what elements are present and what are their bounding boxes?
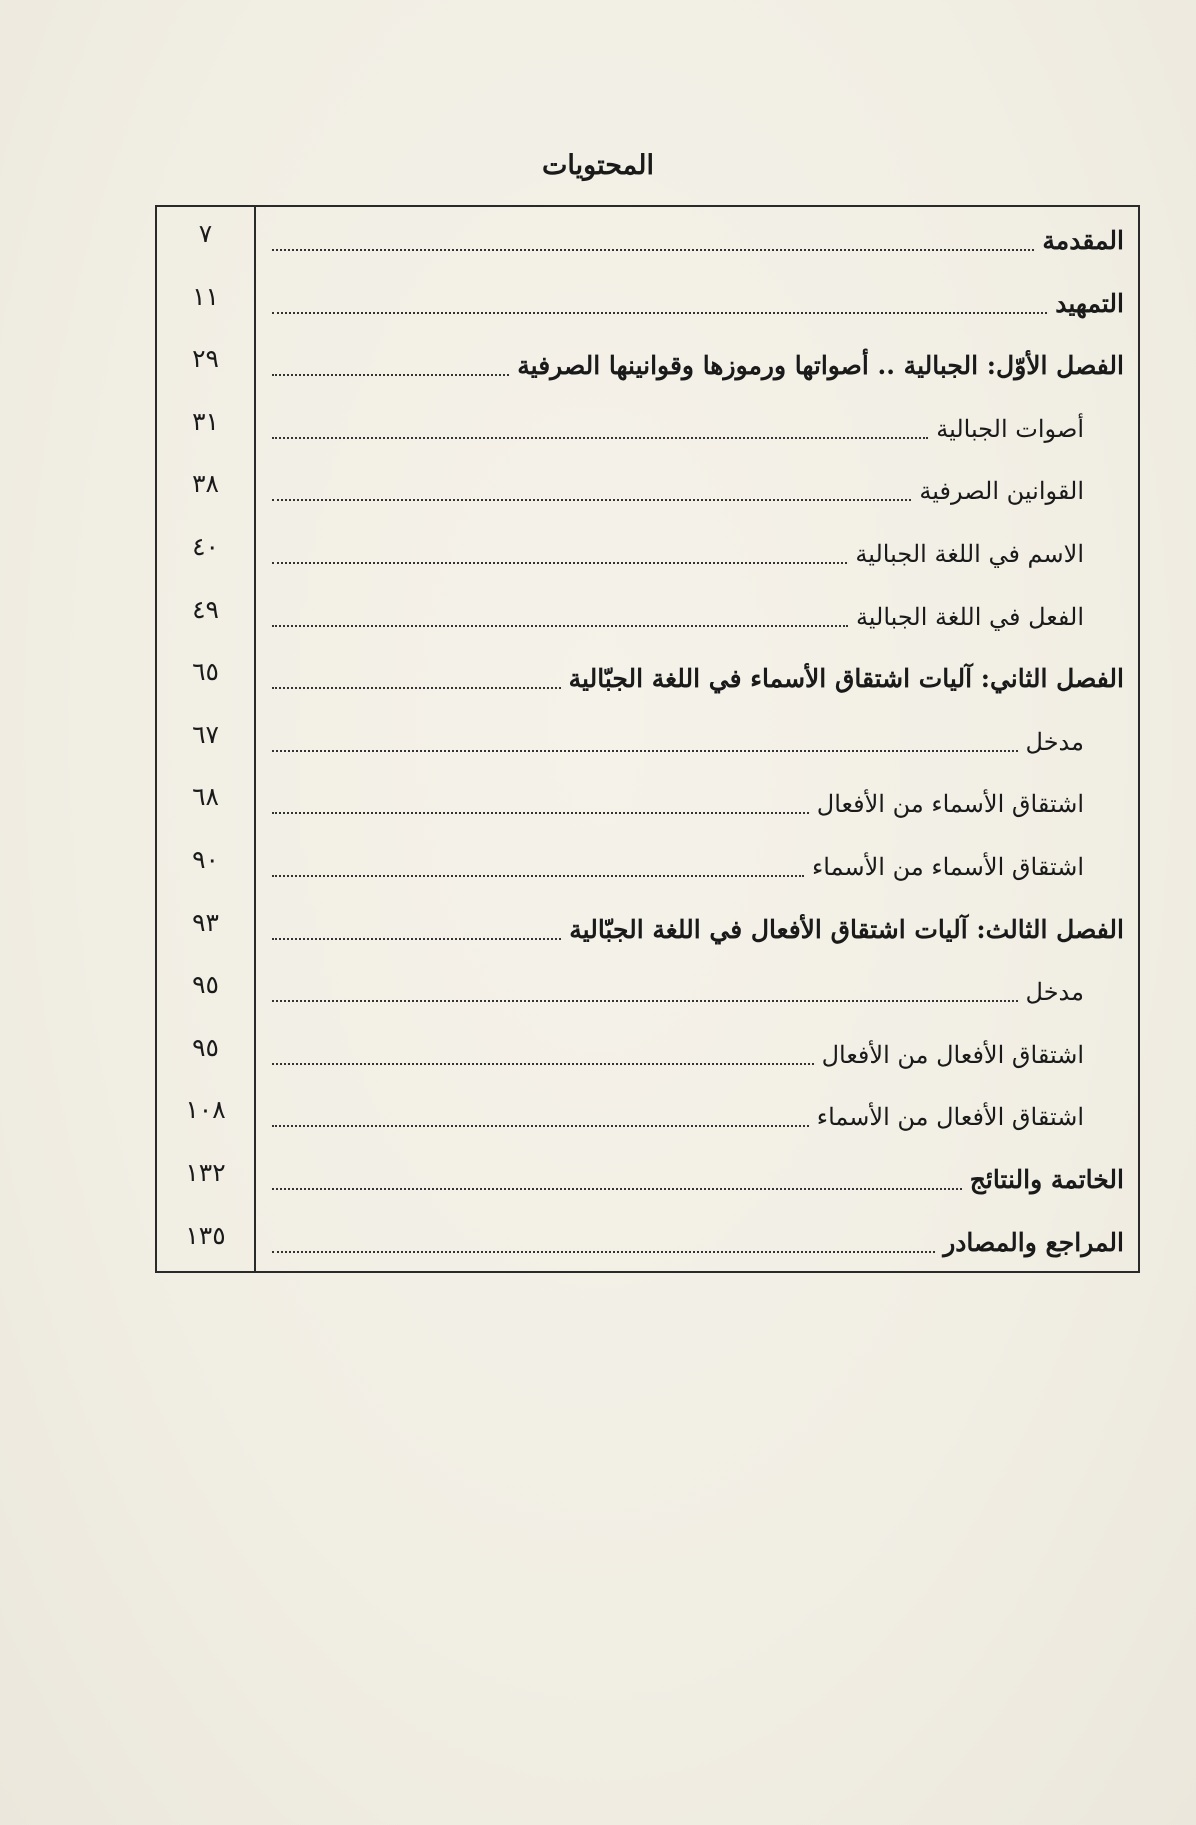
toc-page-number: ٢٩ bbox=[192, 344, 219, 374]
toc-entry-label: المراجع والمصادر bbox=[943, 1227, 1124, 1257]
toc-entry-line bbox=[272, 718, 1124, 762]
toc-entry-line bbox=[272, 1031, 1124, 1075]
toc-page-number: ٦٧ bbox=[192, 719, 219, 749]
toc-entry-label: القوانين الصرفية bbox=[919, 477, 1084, 506]
dot-leader bbox=[272, 811, 809, 814]
toc-page-number: ٧ bbox=[198, 219, 213, 248]
toc-entry-line bbox=[272, 217, 1124, 261]
toc-page-number: ٦٥ bbox=[192, 657, 219, 687]
toc-entry-label: الفصل الثالث: آليات اشتقاق الأفعال في اللغة الجبّالية bbox=[569, 914, 1124, 944]
dot-leader bbox=[272, 561, 847, 564]
dot-leader bbox=[272, 311, 1047, 314]
toc-entry-label: مدخل bbox=[1025, 978, 1084, 1007]
toc-entry bbox=[157, 647, 1138, 709]
toc-entry bbox=[157, 772, 1138, 834]
toc-entry-line bbox=[272, 843, 1124, 887]
toc-entry-label: المقدمة bbox=[1042, 226, 1124, 255]
toc-entry-line bbox=[272, 655, 1124, 699]
toc-entry-label: الفصل الثاني: آليات اشتقاق الأسماء في اللغة الجبّالية bbox=[568, 664, 1124, 694]
toc-entry-line bbox=[272, 280, 1124, 324]
dot-leader bbox=[272, 749, 1018, 752]
dot-leader bbox=[272, 1124, 809, 1127]
toc-entry bbox=[157, 522, 1138, 584]
dot-leader bbox=[272, 874, 804, 877]
toc-page-number: ١٣٥ bbox=[185, 1220, 226, 1250]
toc-entry bbox=[157, 960, 1138, 1022]
toc-entry bbox=[157, 397, 1138, 459]
toc-entry-label: اشتقاق الأفعال من الأفعال bbox=[821, 1040, 1084, 1069]
toc-entry bbox=[157, 209, 1138, 271]
dot-leader bbox=[272, 498, 911, 501]
dot-leader bbox=[272, 1062, 814, 1065]
toc-entry bbox=[157, 710, 1138, 772]
toc-page-number: ٣٨ bbox=[192, 469, 219, 499]
dot-leader bbox=[272, 373, 509, 376]
toc-page-number: ١١ bbox=[192, 281, 219, 311]
toc-page-number: ٩٠ bbox=[192, 845, 219, 874]
toc-entry-line bbox=[272, 1156, 1124, 1200]
toc-entry bbox=[157, 1211, 1138, 1273]
toc-entry-label: مدخل bbox=[1025, 727, 1084, 756]
toc-entry-label: اشتقاق الأسماء من الأفعال bbox=[816, 790, 1084, 819]
toc-entry-line bbox=[272, 530, 1124, 574]
toc-entry bbox=[157, 459, 1138, 521]
toc-entry bbox=[157, 835, 1138, 897]
toc-entry-line bbox=[272, 968, 1124, 1012]
toc-entry-label: الفعل في اللغة الجبالية bbox=[855, 602, 1084, 631]
toc-page-number: ٩٣ bbox=[192, 907, 219, 937]
toc-entry-line bbox=[272, 1219, 1124, 1263]
toc-page-number: ٤٩ bbox=[192, 594, 219, 624]
page-title: المحتويات bbox=[541, 150, 655, 181]
toc-entry-label: التمهيد bbox=[1055, 288, 1124, 318]
dot-leader bbox=[272, 624, 848, 627]
toc-entry bbox=[157, 1085, 1138, 1147]
toc-page-number: ٤٠ bbox=[192, 532, 219, 561]
toc-entry-line bbox=[272, 593, 1124, 637]
toc-page-number: ٣١ bbox=[192, 406, 219, 436]
toc-entry bbox=[157, 272, 1138, 334]
toc-entry-label: اشتقاق الأسماء من الأسماء bbox=[812, 853, 1084, 881]
toc-entry-label: الفصل الأوّل: الجبالية .. أصواتها ورموزها وقوانينها الصرفية bbox=[517, 351, 1124, 381]
toc-page-number: ٦٨ bbox=[192, 782, 219, 812]
toc-entry bbox=[157, 1023, 1138, 1085]
dot-leader bbox=[272, 999, 1018, 1002]
toc-page-number: ٩٥ bbox=[192, 970, 219, 1000]
dot-leader bbox=[272, 248, 1034, 251]
toc-entry bbox=[157, 585, 1138, 647]
toc-entry-line bbox=[272, 467, 1124, 511]
dot-leader bbox=[272, 937, 561, 940]
toc-page-number: ٩٥ bbox=[192, 1032, 219, 1062]
toc-entry-label: اشتقاق الأفعال من الأسماء bbox=[816, 1103, 1084, 1132]
dot-leader bbox=[272, 1187, 962, 1190]
toc-entry-label: الخاتمة والنتائج bbox=[969, 1165, 1124, 1194]
toc-entry bbox=[157, 334, 1138, 396]
dot-leader bbox=[272, 686, 561, 689]
dot-leader bbox=[272, 1250, 935, 1253]
toc-page-number: ١٣٢ bbox=[185, 1158, 226, 1187]
toc-entry bbox=[157, 898, 1138, 960]
toc-entry-line bbox=[272, 342, 1124, 386]
toc-entry-label: أصوات الجبالية bbox=[936, 414, 1084, 443]
toc-entry bbox=[157, 1148, 1138, 1210]
toc-entry-line bbox=[272, 906, 1124, 950]
dot-leader bbox=[272, 436, 928, 439]
toc-entry-label: الاسم في اللغة الجبالية bbox=[855, 540, 1084, 568]
toc-entry-line bbox=[272, 405, 1124, 449]
toc-entry-line bbox=[272, 1093, 1124, 1137]
table-of-contents bbox=[155, 205, 1140, 1273]
toc-page-number: ١٠٨ bbox=[185, 1095, 226, 1125]
toc-entry-line bbox=[272, 780, 1124, 824]
